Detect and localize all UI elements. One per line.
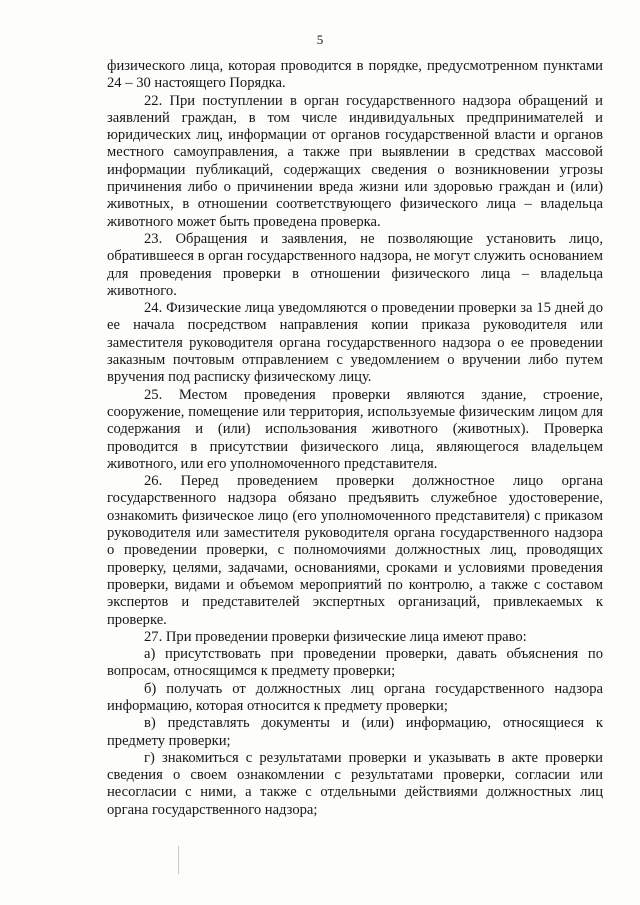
page-number: 5 (316, 32, 324, 47)
list-item-b: б) получать от должностных лиц органа государственного надзора информацию, которая относится к предмету проверки; (107, 680, 603, 714)
scan-artifact-mark (178, 846, 179, 874)
list-item-a: а) присутствовать при проведении проверки, давать объяснения по вопросам, относящимся к предмету проверки; (107, 646, 603, 680)
paragraph-27: 27. При проведении проверки физические лица имеют право: (144, 628, 527, 645)
paragraph-continuation: физического лица, которая проводится в порядке, предусмотренном пунктами 24 – 30 настоящего Порядка. (107, 58, 603, 92)
paragraph-22: 22. При поступлении в орган государственного надзора обращений и заявлений граждан, в том числе индивидуальных предпринимателей и юридических лиц, информации от органов государственной власти и органов местного самоуправления, а также при выявлении в средствах массовой информации публикаций, содержащих сведения о возникновении угрозы причинения либо о причинении вреда жизни или здоровью граждан и (или) животных, в отношении соответствующего физического лица – владельца животного может быть проведена проверка. (107, 92, 603, 230)
paragraph-23: 23. Обращения и заявления, не позволяющие установить лицо, обратившееся в орган государственного надзора, не могут служить основанием для проведения проверки в отношении физического лица – владельца животного. (107, 230, 603, 299)
paragraph-26: 26. Перед проведением проверки должностное лицо органа государственного надзора обязано предъявить служебное удостоверение, ознакомить физическое лицо (его уполномоченного представителя) с приказом руководителя или заместителя руководителя органа государственного надзора о проведении проверки, с полномочиями должностных лиц, проводящих проверку, целями, задачами, основаниями, сроками и условиями проведения проверки, видами и объемом мероприятий по контролю, а также с составом экспертов и представителей экспертных организаций, привлекаемых к проверке. (107, 473, 603, 628)
list-item-v: в) представлять документы и (или) информацию, относящиеся к предмету проверки; (107, 715, 603, 749)
paragraph-24: 24. Физические лица уведомляются о проведении проверки за 15 дней до ее начала посредством направления копии приказа руководителя или заместителя руководителя органа государственного надзора о ее проведении заказным почтовым отправлением с уведомлением о вручении либо путем вручения под расписку физическому лицу. (107, 300, 603, 386)
list-item-g: г) знакомиться с результатами проверки и указывать в акте проверки сведения о своем ознакомлении с результатами проверки, согласии или несогласии с ними, а также с отдельными действиями должностных лиц органа государственного надзора; (107, 749, 603, 818)
document-body (107, 58, 603, 819)
paragraph-25: 25. Местом проведения проверки являются здание, строение, сооружение, помещение или территория, используемые физическим лицом для содержания и (или) использования животного (животных). Проверка проводится в присутствии физического лица, являющегося владельцем животного, или его уполномоченного представителя. (107, 386, 603, 472)
